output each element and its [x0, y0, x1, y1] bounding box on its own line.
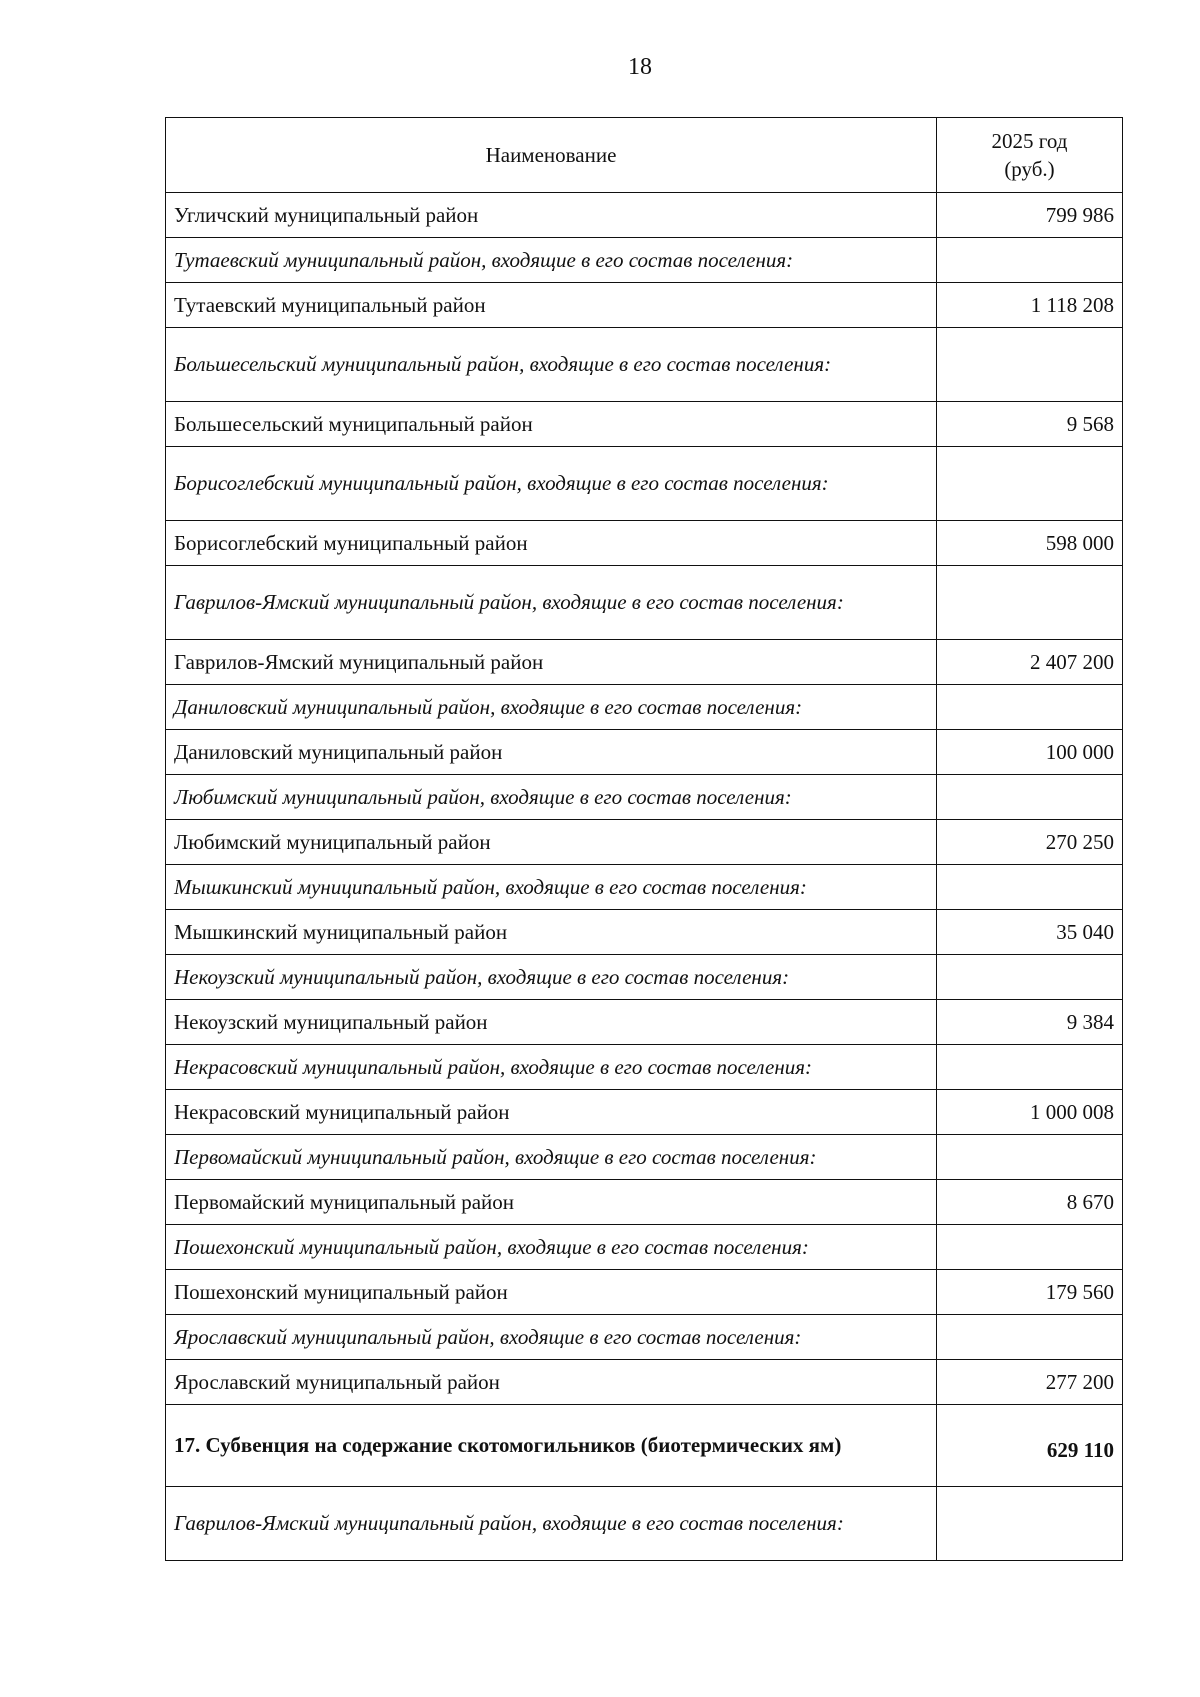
row-value-cell: [937, 1315, 1123, 1360]
table-row: [166, 193, 1123, 238]
row-value-cell: [937, 1487, 1123, 1561]
table-row: [166, 566, 1123, 640]
row-name-cell: Даниловский муниципальный район: [166, 730, 937, 775]
group-heading-cell: Первомайский муниципальный район, входящие в его состав поселения:: [166, 1135, 937, 1180]
row-value-cell: [937, 1135, 1123, 1180]
table-row: [166, 1360, 1123, 1405]
row-name-cell: Некрасовский муниципальный район: [166, 1090, 937, 1135]
row-name-cell: Некоузский муниципальный район: [166, 1000, 937, 1045]
row-name-cell: Ярославский муниципальный район: [166, 1360, 937, 1405]
row-value-cell: 179 560: [937, 1270, 1123, 1315]
table-row: [166, 521, 1123, 566]
table-row: [166, 447, 1123, 521]
row-name-cell: Любимский муниципальный район: [166, 820, 937, 865]
table-row: [166, 1487, 1123, 1561]
table-row: [166, 1315, 1123, 1360]
group-heading-cell: Гаврилов-Ямский муниципальный район, входящие в его состав поселения:: [166, 1487, 937, 1561]
group-heading-cell: Гаврилов-Ямский муниципальный район, входящие в его состав поселения:: [166, 566, 937, 640]
row-value-cell: [937, 775, 1123, 820]
row-name-cell: Пошехонский муниципальный район: [166, 1270, 937, 1315]
table-row: [166, 1000, 1123, 1045]
row-value-cell: 598 000: [937, 521, 1123, 566]
table-row: [166, 1090, 1123, 1135]
table-row: [166, 402, 1123, 447]
group-heading-cell: Некрасовский муниципальный район, входящие в его состав поселения:: [166, 1045, 937, 1090]
row-name-cell: Борисоглебский муниципальный район: [166, 521, 937, 566]
table-row: [166, 730, 1123, 775]
table-row: [166, 865, 1123, 910]
table-row: [166, 1270, 1123, 1315]
table-row: [166, 640, 1123, 685]
group-heading-cell: Любимский муниципальный район, входящие в его состав поселения:: [166, 775, 937, 820]
row-name-cell: Гаврилов-Ямский муниципальный район: [166, 640, 937, 685]
row-value-cell: [937, 238, 1123, 283]
group-heading-cell: Мышкинский муниципальный район, входящие в его состав поселения:: [166, 865, 937, 910]
group-heading-cell: Борисоглебский муниципальный район, входящие в его состав поселения:: [166, 447, 937, 521]
header-value-unit: (руб.): [1004, 157, 1055, 181]
table-row: [166, 910, 1123, 955]
table-body: [166, 193, 1123, 1561]
group-heading-cell: Тутаевский муниципальный район, входящие в его состав поселения:: [166, 238, 937, 283]
group-heading-cell: Некоузский муниципальный район, входящие в его состав поселения:: [166, 955, 937, 1000]
row-value-cell: [937, 955, 1123, 1000]
table-row: [166, 1180, 1123, 1225]
table-row: [166, 1405, 1123, 1487]
row-name-cell: Тутаевский муниципальный район: [166, 283, 937, 328]
row-value-cell: 9 568: [937, 402, 1123, 447]
table-row: [166, 1045, 1123, 1090]
table-row: [166, 775, 1123, 820]
row-value-cell: [937, 447, 1123, 521]
header-value: [937, 118, 1123, 193]
row-value-cell: 100 000: [937, 730, 1123, 775]
row-value-cell: 1 000 008: [937, 1090, 1123, 1135]
row-name-cell: Мышкинский муниципальный район: [166, 910, 937, 955]
group-heading-cell: Большесельский муниципальный район, входящие в его состав поселения:: [166, 328, 937, 402]
row-value-cell: [937, 328, 1123, 402]
row-value-cell: 277 200: [937, 1360, 1123, 1405]
group-heading-cell: Даниловский муниципальный район, входящие в его состав поселения:: [166, 685, 937, 730]
row-value-cell: 799 986: [937, 193, 1123, 238]
row-value-cell: 270 250: [937, 820, 1123, 865]
group-heading-cell: Пошехонский муниципальный район, входящие в его состав поселения:: [166, 1225, 937, 1270]
row-value-cell: [937, 1045, 1123, 1090]
table-header-row: [166, 118, 1123, 193]
group-heading-cell: Ярославский муниципальный район, входящие в его состав поселения:: [166, 1315, 937, 1360]
row-value-cell: 2 407 200: [937, 640, 1123, 685]
row-name-cell: Первомайский муниципальный район: [166, 1180, 937, 1225]
row-value-cell: [937, 685, 1123, 730]
row-value-cell: 9 384: [937, 1000, 1123, 1045]
row-name-cell: 17. Субвенция на содержание скотомогильников (биотермических ям): [166, 1405, 937, 1487]
row-value-cell: 8 670: [937, 1180, 1123, 1225]
row-value-cell: [937, 566, 1123, 640]
row-name-cell: Угличский муниципальный район: [166, 193, 937, 238]
header-value-year: 2025 год: [991, 129, 1068, 153]
row-value-cell: [937, 865, 1123, 910]
row-value-cell: 629 110: [937, 1405, 1123, 1487]
row-value-cell: 1 118 208: [937, 283, 1123, 328]
table-row: [166, 1135, 1123, 1180]
table-row: [166, 238, 1123, 283]
header-name: Наименование: [166, 118, 937, 193]
row-value-cell: 35 040: [937, 910, 1123, 955]
page-number: 18: [628, 54, 652, 80]
table-row: [166, 1225, 1123, 1270]
table-row: [166, 685, 1123, 730]
table-row: [166, 955, 1123, 1000]
budget-table: [165, 117, 1123, 1561]
row-name-cell: Большесельский муниципальный район: [166, 402, 937, 447]
table-row: [166, 283, 1123, 328]
table-row: [166, 820, 1123, 865]
row-value-cell: [937, 1225, 1123, 1270]
table-row: [166, 328, 1123, 402]
